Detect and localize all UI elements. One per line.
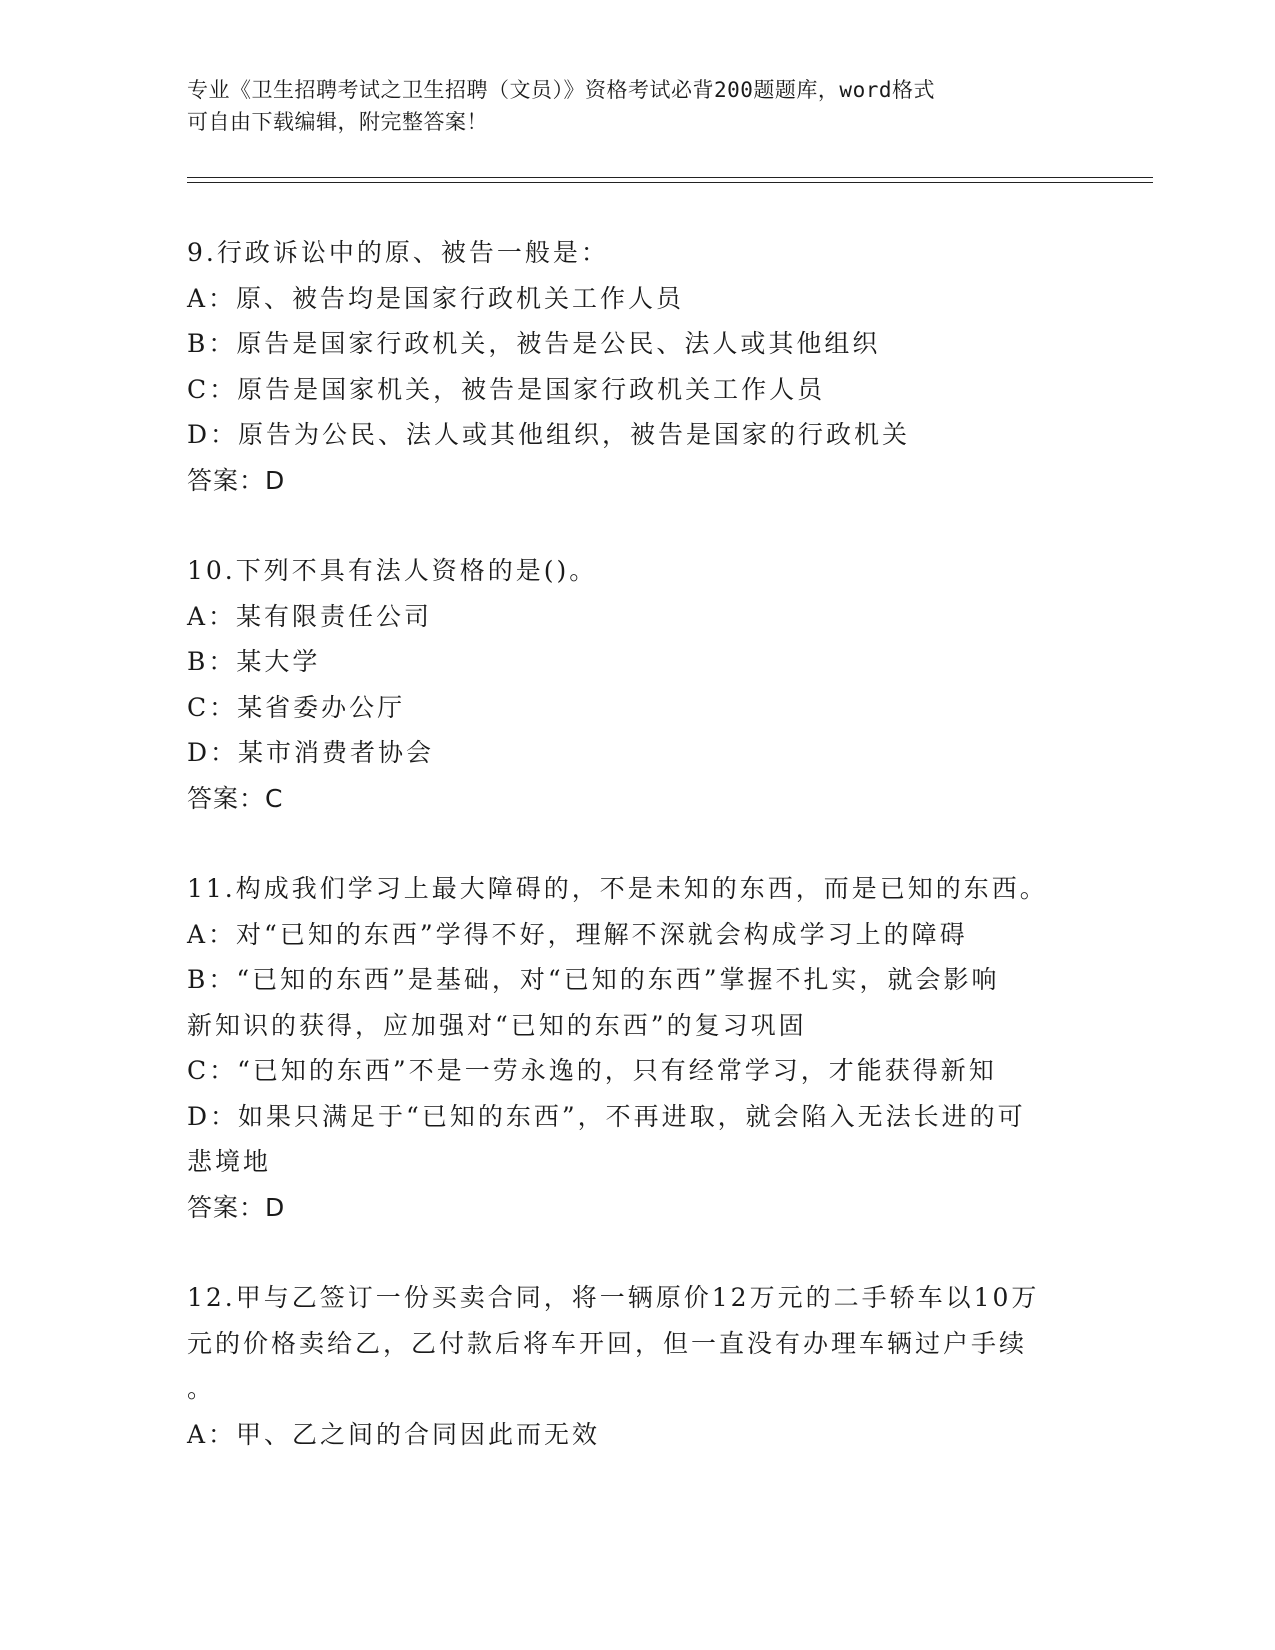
answer-line: 答案：D (187, 1192, 286, 1222)
option-a: A：某有限责任公司 (187, 601, 433, 631)
option-d: D：某市消费者协会 (187, 738, 435, 767)
option-c: C：某省委办公厅 (187, 692, 406, 722)
question-stem-continued: 元的价格卖给乙，乙付款后将车开回，但一直没有办理车辆过户手续 (187, 1328, 1028, 1358)
option-a: A：对“已知的东西”学得不好，理解不深就会构成学习上的障碍 (187, 919, 968, 949)
header-divider-top (187, 177, 1153, 178)
question-stem: 9.行政诉讼中的原、被告一般是： (187, 238, 609, 267)
option-b: B：原告是国家行政机关，被告是公民、法人或其他组织 (187, 329, 881, 358)
question-stem-end: 。 (187, 1374, 216, 1403)
option-a: A：甲、乙之间的合同因此而无效 (187, 1419, 601, 1449)
header-line-1: 专业《卫生招聘考试之卫生招聘（文员）》资格考试必背200题题库，word格式 (187, 78, 935, 102)
option-a: A：原、被告均是国家行政机关工作人员 (187, 283, 685, 313)
question-stem: 12.甲与乙签订一份买卖合同，将一辆原价12万元的二手轿车以10万 (187, 1283, 1040, 1312)
answer-line: 答案：D (187, 465, 286, 495)
question-11 (187, 866, 1087, 1230)
option-b: B：“已知的东西”是基础，对“已知的东西”掌握不扎实，就会影响 (187, 965, 1000, 994)
option-c: C：原告是国家机关，被告是国家行政机关工作人员 (187, 374, 826, 404)
question-stem: 11.构成我们学习上最大障碍的，不是未知的东西，而是已知的东西。 (187, 874, 1048, 903)
option-c: C：“已知的东西”不是一劳永逸的，只有经常学习，才能获得新知 (187, 1056, 997, 1085)
document-header (187, 74, 1067, 138)
header-divider-bottom (187, 182, 1153, 183)
header-line-2: 可自由下载编辑，附完整答案！ (187, 110, 488, 134)
question-stem: 10.下列不具有法人资格的是()。 (187, 556, 598, 585)
option-d: D：原告为公民、法人或其他组织，被告是国家的行政机关 (187, 420, 911, 449)
option-d-continued: 悲境地 (187, 1147, 272, 1176)
question-12 (187, 1275, 1087, 1457)
answer-line: 答案：C (187, 783, 284, 813)
option-d: D：如果只满足于“已知的东西”，不再进取，就会陷入无法长进的可 (187, 1101, 1026, 1131)
question-10 (187, 548, 1087, 821)
question-9 (187, 230, 1087, 503)
option-b-continued: 新知识的获得，应加强对“已知的东西”的复习巩固 (187, 1010, 807, 1040)
question-list (187, 230, 1087, 1502)
option-b: B：某大学 (187, 647, 321, 676)
